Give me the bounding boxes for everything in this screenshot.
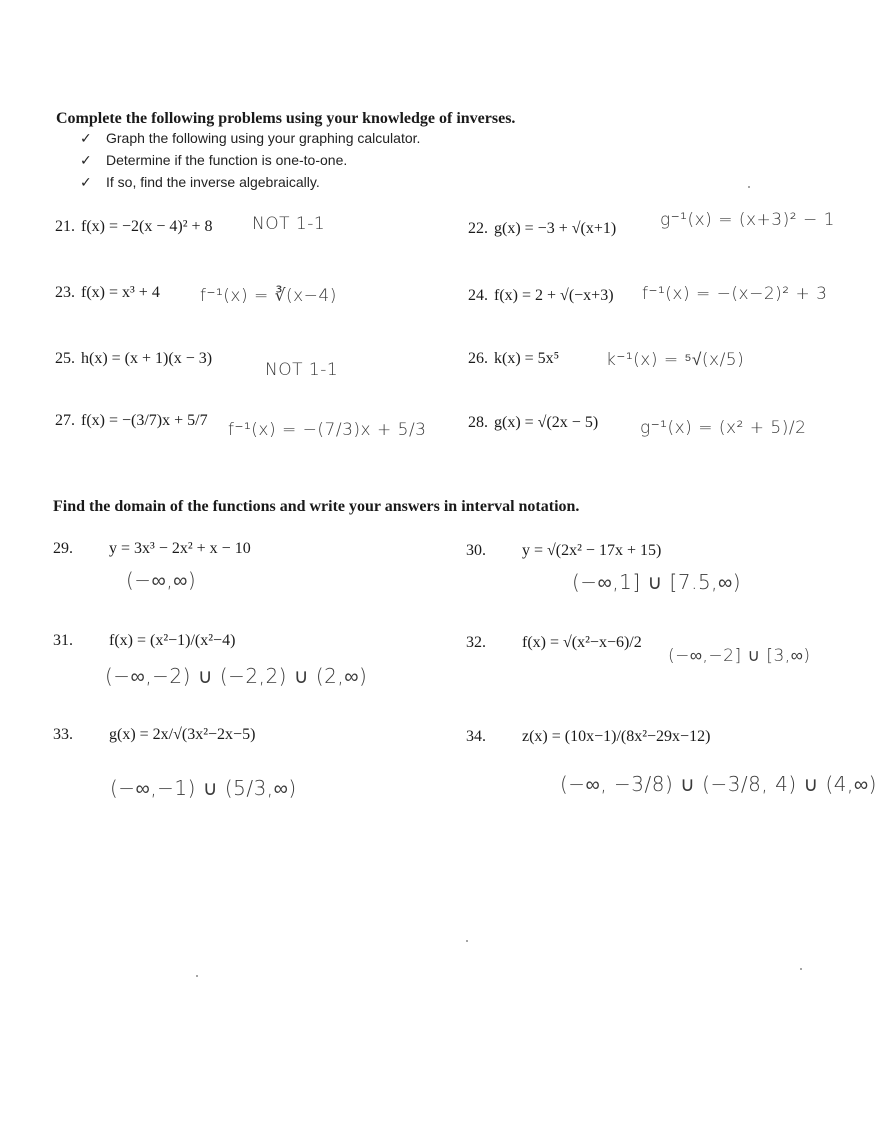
- problem-expression: h(x) = (x + 1)(x − 3): [81, 350, 213, 367]
- problem-expression: f(x) = x³ + 4: [81, 284, 160, 301]
- problem-expression: g(x) = −3 + √(x+1): [494, 220, 617, 237]
- problem-23: 23. f(x) = x³ + 4: [55, 284, 160, 301]
- problem-28: 28. g(x) = √(2x − 5): [468, 414, 599, 431]
- problem-34: 34. z(x) = (10x−1)/(8x²−29x−12): [466, 728, 711, 745]
- problem-25: 25. h(x) = (x + 1)(x − 3): [55, 350, 213, 367]
- answer-32: (−∞,−2] ∪ [3,∞): [668, 646, 811, 666]
- checklist-item: ✓ Graph the following using your graphing calculator.: [80, 130, 421, 147]
- scan-speck: [748, 186, 750, 188]
- problem-31: 31. f(x) = (x²−1)/(x²−4): [53, 632, 236, 649]
- problem-29: 29. y = 3x³ − 2x² + x − 10: [53, 540, 251, 557]
- answer-22: g⁻¹(x) = (x+3)² − 1: [660, 210, 835, 230]
- checklist-item: ✓ Determine if the function is one-to-one.: [80, 152, 348, 169]
- problem-32: 32. f(x) = √(x²−x−6)/2: [466, 634, 642, 651]
- answer-29: (−∞,∞): [126, 568, 197, 592]
- problem-expression: g(x) = 2x/√(3x²−2x−5): [109, 726, 256, 743]
- problem-expression: z(x) = (10x−1)/(8x²−29x−12): [522, 728, 711, 745]
- problem-expression: f(x) = −(3/7)x + 5/7: [81, 412, 208, 429]
- problem-21: 21. f(x) = −2(x − 4)² + 8: [55, 218, 213, 235]
- answer-27: f⁻¹(x) = −(7/3)x + 5/3: [228, 420, 427, 440]
- problem-22: 22. g(x) = −3 + √(x+1): [468, 220, 617, 237]
- answer-34: (−∞, −3/8) ∪ (−3/8, 4) ∪ (4,∞): [560, 772, 877, 796]
- problem-24: 24. f(x) = 2 + √(−x+3): [468, 287, 614, 304]
- answer-23: f⁻¹(x) = ∛(x−4): [200, 286, 337, 306]
- answer-25: NOT 1-1: [265, 360, 339, 380]
- answer-28: g⁻¹(x) = (x² + 5)/2: [640, 418, 807, 438]
- answer-31: (−∞,−2) ∪ (−2,2) ∪ (2,∞): [105, 664, 368, 688]
- answer-33: (−∞,−1) ∪ (5/3,∞): [110, 776, 297, 800]
- scan-speck: [800, 968, 802, 970]
- problem-27: 27. f(x) = −(3/7)x + 5/7: [55, 412, 208, 429]
- checkmark-icon: ✓: [80, 131, 92, 147]
- answer-24: f⁻¹(x) = −(x−2)² + 3: [642, 284, 828, 304]
- problem-expression: f(x) = 2 + √(−x+3): [494, 287, 614, 304]
- problem-expression: y = 3x³ − 2x² + x − 10: [109, 540, 251, 557]
- section1-heading: Complete the following problems using your knowledge of inverses.: [56, 110, 516, 127]
- problem-26: 26. k(x) = 5x⁵: [468, 350, 560, 367]
- scan-speck: [466, 940, 468, 942]
- problem-expression: y = √(2x² − 17x + 15): [522, 542, 662, 559]
- problem-expression: f(x) = −2(x − 4)² + 8: [81, 218, 213, 235]
- answer-21: NOT 1-1: [252, 214, 326, 234]
- checkmark-icon: ✓: [80, 175, 92, 191]
- section2-heading: Find the domain of the functions and write your answers in interval notation.: [53, 498, 580, 515]
- problem-expression: g(x) = √(2x − 5): [494, 414, 599, 431]
- problem-expression: f(x) = (x²−1)/(x²−4): [109, 632, 236, 649]
- problem-30: 30. y = √(2x² − 17x + 15): [466, 542, 662, 559]
- answer-30: (−∞,1] ∪ [7.5,∞): [572, 570, 742, 594]
- checkmark-icon: ✓: [80, 153, 92, 169]
- problem-33: 33. g(x) = 2x/√(3x²−2x−5): [53, 726, 256, 743]
- checklist-item: ✓ If so, find the inverse algebraically.: [80, 174, 320, 191]
- problem-expression: k(x) = 5x⁵: [494, 350, 560, 367]
- scan-speck: [196, 975, 198, 977]
- problem-expression: f(x) = √(x²−x−6)/2: [522, 634, 642, 651]
- answer-26: k⁻¹(x) = ⁵√(x/5): [606, 350, 745, 370]
